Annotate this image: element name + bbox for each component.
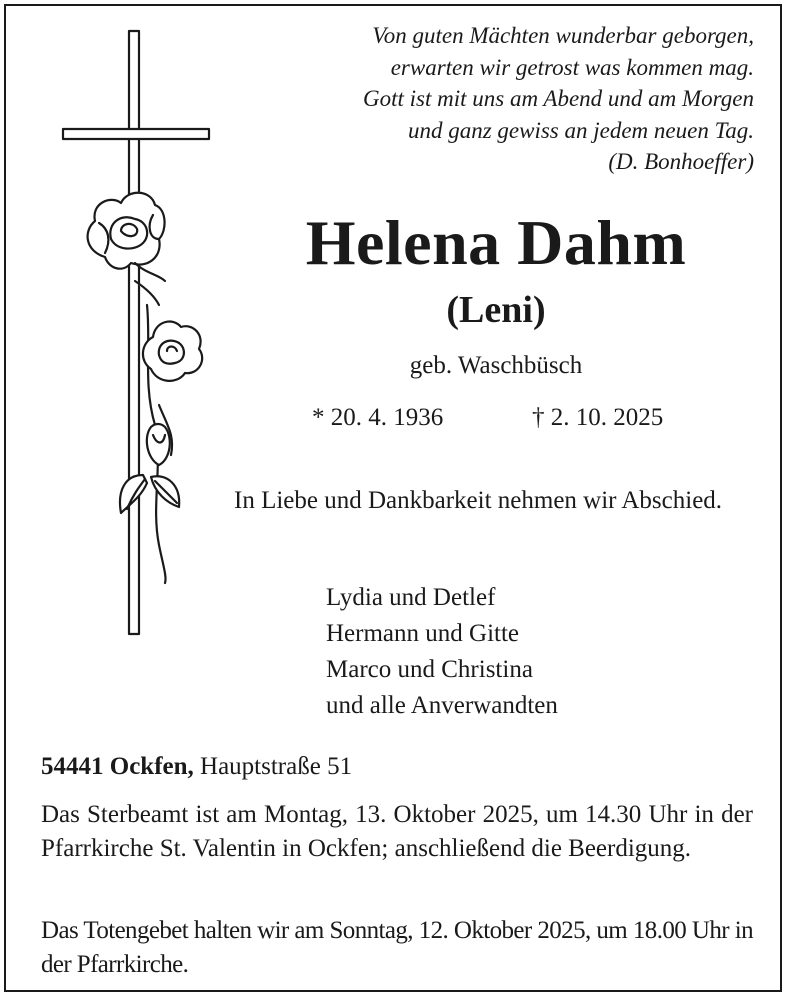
- quote-attribution: (D. Bonhoeffer): [608, 149, 754, 174]
- address: [41, 750, 753, 784]
- cross-with-roses-icon: [55, 25, 225, 645]
- quote-line: Gott ist mit uns am Abend und am Morgen: [363, 86, 754, 111]
- deceased-nickname: (Leni): [446, 289, 546, 331]
- farewell-text: In Liebe und Dankbarkeit nehmen wir Abschied.: [234, 487, 723, 514]
- quote-line: und ganz gewiss an jedem neuen Tag.: [407, 117, 754, 143]
- quote-line: erwarten wir getrost was kommen mag.: [390, 54, 754, 80]
- address-place: 54441 Ockfen,: [41, 753, 194, 780]
- family-member: Lydia und Detlef: [326, 584, 496, 611]
- birth-date: * 20. 4. 1936: [312, 404, 444, 431]
- family-member: Marco und Christina: [326, 656, 533, 683]
- death-date: † 2. 10. 2025: [532, 404, 664, 431]
- family-member: Hermann und Gitte: [326, 620, 520, 647]
- bonhoeffer-quote: [234, 20, 754, 178]
- funeral-service-text: Das Sterbeamt ist am Montag, 13. Oktober 2025, um 14.30 Uhr in der Pfarrkirche St. Valentin in Ockfen; anschließend die Beerdigung.: [41, 801, 753, 862]
- address-street: Hauptstraße 51: [200, 753, 353, 780]
- maiden-name: geb. Waschbüsch: [409, 352, 583, 379]
- family-list: [326, 580, 746, 724]
- life-dates: [246, 400, 746, 436]
- deceased-name: Helena Dahm: [305, 207, 687, 278]
- family-member: und alle Anverwandten: [326, 692, 558, 719]
- quote-line: Von guten Mächten wunderbar geborgen,: [372, 23, 754, 48]
- prayer-service-text: Das Totengebet halten wir am Sonntag, 12. Oktober 2025, um 18.00 Uhr in der Pfarrkirche.: [41, 917, 753, 978]
